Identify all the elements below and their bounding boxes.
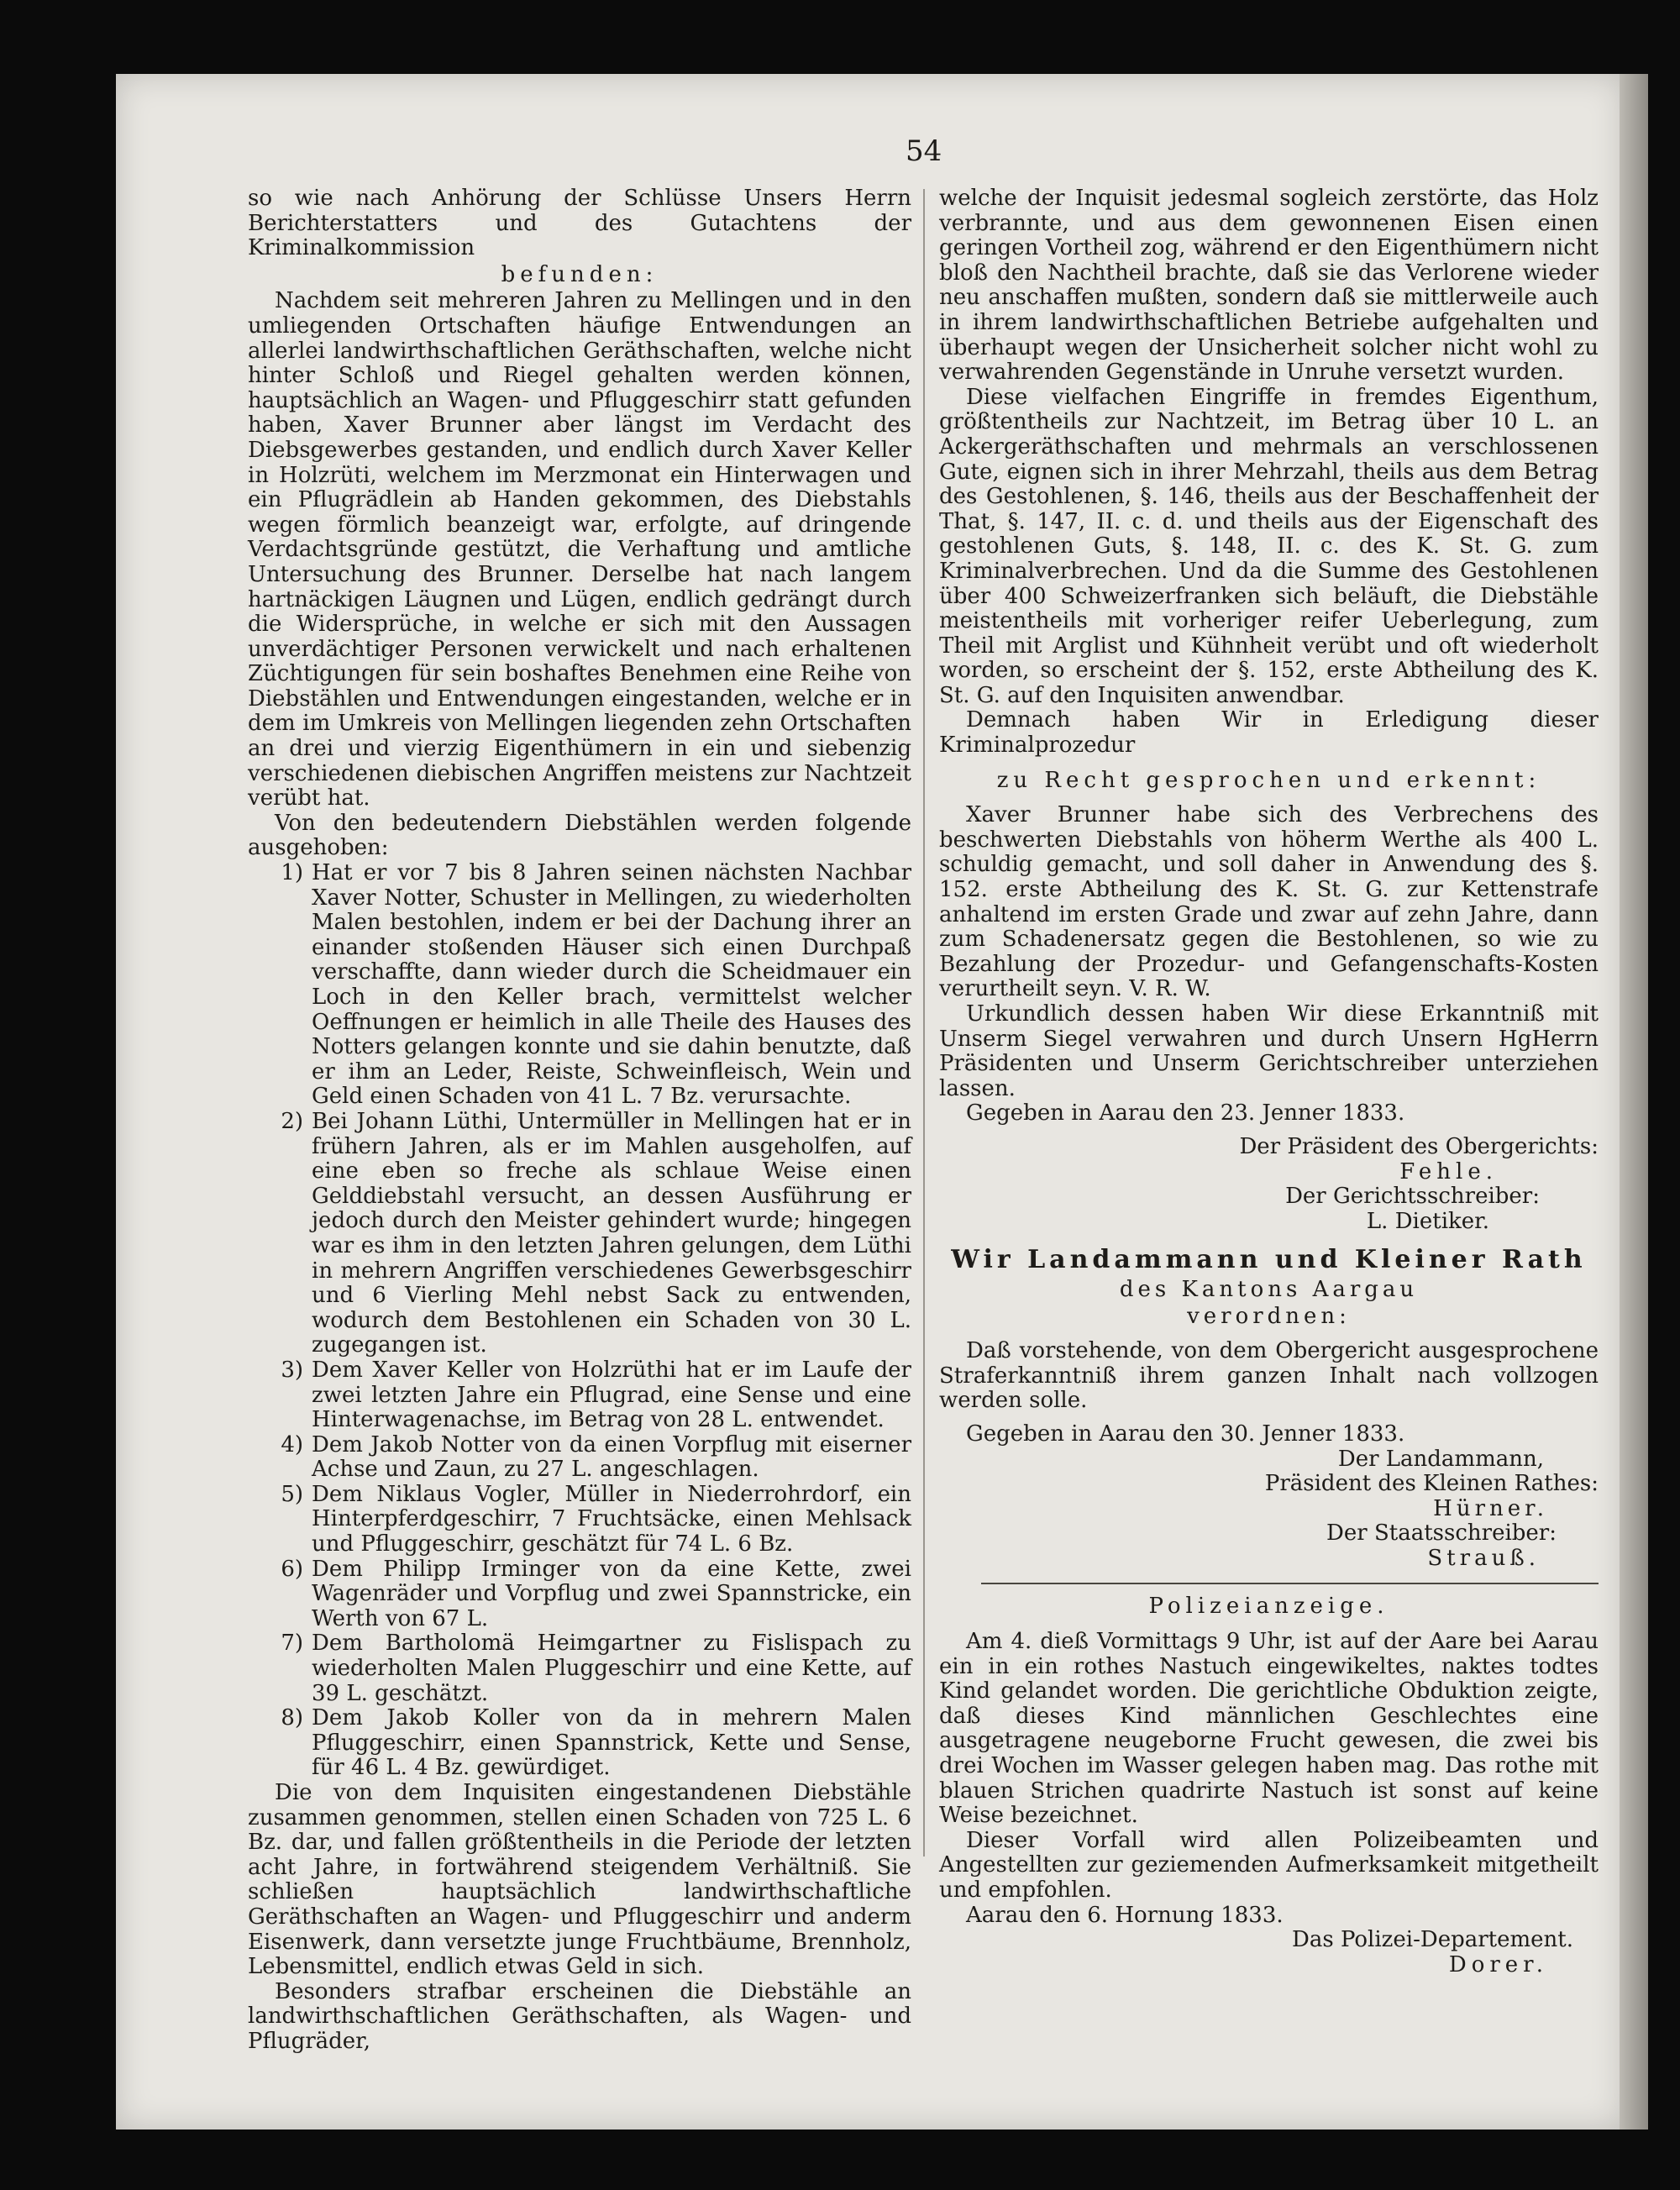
paragraph: Besonders strafbar erscheinen die Diebstähle an landwirthschaftlichen Geräthschaften, als Wagen- und Pflugräder, xyxy=(248,1978,911,2054)
paragraph: Diese vielfachen Eingriffe in fremdes Eigenthum, größtentheils zur Nachtzeit, im Betrag über 10 L. an Ackergeräthschaften und mehrmals an verschlossenen Gute, eignen sich in ihrer Mehrzahl, theils aus dem Betrag des Gestohlenen, §. 146, theils aus der Beschaffenheit der That, §. 147, II. c. d. und theils aus der Eigenschaft des gestohlenen Guts, §. 148, II. c. des K. St. G. zum Kriminalverbrechen. Und da die Summe des Gestohlenen über 400 Schweizerfranken sich beläuft, die Diebstähle meistentheils mit vorheriger reifer Ueberlegung, zum Theil mit Arglist und Kühnheit verübt und oft wiederholt worden, so erscheint der §. 152, erste Abtheilung des K. St. G. auf den Inquisiten anwendbar. xyxy=(939,384,1599,708)
list-item xyxy=(248,1433,911,1483)
item-number: 5) xyxy=(281,1481,303,1507)
paragraph: welche der Inquisit jedesmal sogleich zerstörte, das Holz verbrannte, und aus dem gewonnenen Eisen einen geringen Vortheil zog, während er den Eigenthümern nicht bloß den Nachtheil brachte, daß sie das Verlorene wieder neu anschaffen mußten, sondern daß sie mittlerweile auch in ihrem landwirthschaftlichen Betriebe aufgehalten und überhaupt wegen der Unsicherheit solcher nicht wohl zu verwahrenden Gegenstände in Unruhe versetzt wurden. xyxy=(939,186,1599,386)
item-text: Dem Jakob Koller von da in mehrern Malen Pfluggeschirr, einen Spannstrick, Kette und Sense, für 46 L. 4 Bz. gewürdiget. xyxy=(312,1705,911,1781)
signature-title: Der Staatsschreiber: xyxy=(1326,1520,1557,1547)
paragraph: Dieser Vorfall wird allen Polizeibeamten und Angestellten zur geziemenden Aufmerksamkeit mitgetheilt und empfohlen. xyxy=(939,1827,1599,1903)
list-item xyxy=(248,1110,911,1358)
signature-title: Der Landammann, xyxy=(1337,1446,1544,1472)
item-text: Dem Niklaus Vogler, Müller in Niederrohrdorf, ein Hinterpferdgeschirr, 7 Fruchtsäcke, einen Mehlsack und Pfluggeschirr, geschätzt für 74 L. 6 Bz. xyxy=(312,1481,911,1557)
paragraph: Xaver Brunner habe sich des Verbrechens des beschwerten Diebstahls von höherm Werthe als 400 L. schuldig gemacht, und soll daher in Anwendung des §. 152. erste Abtheilung des K. St. G. zur Kettenstrafe anhaltend im ersten Grade und zwar auf zehn Jahre, dann zum Schadenersatz gegen die Bestohlenen, so wie zu Bezahlung der Prozedur- und Gefangenschafts-Kosten verurtheilt seyn. V. R. W. xyxy=(939,802,1599,1002)
item-number: 2) xyxy=(281,1108,303,1134)
date-line: Gegeben in Aarau den 23. Jenner 1833. xyxy=(966,1100,1405,1127)
next-page-edge xyxy=(1620,74,1648,2130)
date-line: Aarau den 6. Hornung 1833. xyxy=(966,1902,1284,1928)
paragraph: Nachdem seit mehreren Jahren zu Mellingen und in den umliegenden Ortschaften häufige Entwendungen an allerlei landwirthschaftlichen Geräthschaften, welche nicht hinter Schloß und Riegel gehalten werden können, hauptsächlich an Wagen- und Pfluggeschirr statt gefunden haben, Xaver Brunner aber längst im Verdacht des Diebsgewerbes gestanden, und endlich durch Xaver Keller in Holzrüti, welchem im Merzmonat ein Hinterwagen und ein Pflugrädlein ab Handen gekommen, des Diebstahls wegen förmlich beanzeigt war, erfolgte, auf dringende Verdachtsgründe gestützt, die Verhaftung und amtliche Untersuchung des Brunner. Derselbe hat nach langem hartnäckigen Läugnen und Lügen, endlich gedrängt durch die Widersprüche, in welche er sich mit den Aussagen unverdächtiger Personen verwickelt und nach erhaltenen Züchtigungen für sein boshaftes Benehmen eine Reihe von Diebstählen und Entwendungen eingestanden, welche er in dem im Umkreis von Mellingen liegenden zehn Ortschaften an drei und vierzig Eigenthümern in ein und siebenzig verschiedenen diebischen Angriffen meistens zur Nachtzeit verübt hat. xyxy=(248,288,911,811)
list-item xyxy=(248,1706,911,1781)
intro-text: so wie nach Anhörung der Schlüsse Unsers Herrn Berichterstatters und des Gutachtens der Kriminalkommission xyxy=(248,186,911,261)
decree-heading: Wir Landammann und Kleiner Rath xyxy=(951,1245,1587,1275)
decree-subheading: des Kantons Aargau xyxy=(1119,1276,1419,1302)
item-number: 6) xyxy=(281,1556,303,1582)
signature-name: Dorer. xyxy=(1448,1951,1548,1977)
signature-name: Hürner. xyxy=(1433,1495,1548,1521)
list-item xyxy=(248,1557,911,1632)
signature-name: L. Dietiker. xyxy=(1366,1208,1489,1234)
item-number: 4) xyxy=(281,1431,303,1457)
section-rule xyxy=(981,1583,1599,1584)
right-column xyxy=(939,186,1599,1977)
paragraph: Daß vorstehende, von dem Obergericht ausgesprochene Straferkanntniß ihrem ganzen Inhalt nach vollzogen werden solle. xyxy=(939,1338,1599,1414)
item-number: 8) xyxy=(281,1705,303,1731)
paragraph: Die von dem Inquisiten eingestandenen Diebstähle zusammen genommen, stellen einen Schaden von 725 L. 6 Bz. dar, und fallen größtentheils in die Periode der letzten acht Jahre, in fortwährend steigendem Verhältniß. Sie schließen hauptsächlich landwirthschaftliche Geräthschaften an Wagen- und Pfluggeschirr und anderm Eisenwerk, dann versetzte junge Fruchtbäume, Brennholz, Lebensmittel, endlich etwas Geld in sich. xyxy=(248,1780,911,1980)
decree-verordnen: verordnen: xyxy=(1187,1303,1351,1329)
signature-name: Strauß. xyxy=(1427,1545,1540,1571)
item-text: Hat er vor 7 bis 8 Jahren seinen nächsten Nachbar Xaver Notter, Schuster in Mellingen, zu wiederholten Malen bestohlen, indem er bei der Dachung ihrer an einander stoßenden Häuser sich einen Durchpaß verschaffte, dann wieder durch die Scheidmauer ein Loch in den Keller brach, vermittelst welcher Oeffnungen er heimlich in alle Theile des Hauses des Notters gelangen konnte und sie dahin benutzte, daß er ihm an Leder, Reiste, Schweinfleisch, Wein und Geld einen Schaden von 41 L. 7 Bz. verursachte. xyxy=(312,860,911,1110)
date-line: Gegeben in Aarau den 30. Jenner 1833. xyxy=(966,1421,1405,1447)
list-item xyxy=(248,861,911,1110)
befunden-heading: befunden: xyxy=(501,261,659,287)
item-number: 1) xyxy=(281,860,303,886)
column-divider xyxy=(923,189,925,1857)
paragraph: Von den bedeutendern Diebstählen werden folgende ausgehoben: xyxy=(248,810,911,861)
item-text: Dem Jakob Notter von da einen Vorpflug mit eiserner Achse und Zaun, zu 27 L. angeschlagen. xyxy=(312,1431,911,1483)
item-text: Dem Bartholomä Heimgartner zu Fislispach zu wiederholten Malen Pluggeschirr und eine Kette, auf 39 L. geschätzt. xyxy=(312,1631,911,1706)
verdict-heading: zu Recht gesprochen und erkennt: xyxy=(996,767,1541,793)
police-heading: Polizeianzeige. xyxy=(1148,1594,1389,1620)
list-item xyxy=(248,1483,911,1557)
item-text: Bei Johann Lüthi, Untermüller in Mellingen hat er in frühern Jahren, als er im Mahlen ausgeholfen, auf eine eben so freche als schlaue Weise einen Gelddiebstahl versucht, an dessen Ausführung er jedoch durch den Meister gehindert wurde; hingegen war es ihm in den letzten Jahren gelungen, dem Lüthi in mehrern Angriffen verschiedenes Gewerbsgeschirr und 6 Vierling Mehl nebst Sack zu entwenden, wodurch dem Bestohlenen ein Schaden von 30 L. zugegangen ist. xyxy=(312,1108,911,1358)
left-column xyxy=(248,186,911,2055)
paragraph: Am 4. dieß Vormittags 9 Uhr, ist auf der Aare bei Aarau ein in ein rothes Nastuch eingewikeltes, naktes todtes Kind gelandet worden. Die gerichtliche Obduktion zeigte, daß dieses Kind männlichen Geschlechtes eine ausgetragene neugeborne Frucht gewesen, die zwei bis drei Wochen im Wasser gelegen haben mag. Das rothe mit blauen Strichen quadrirte Nastuch ist sonst auf keine Weise bezeichnet. xyxy=(939,1629,1599,1829)
item-number: 3) xyxy=(281,1357,303,1383)
item-text: Dem Philipp Irminger von da eine Kette, zwei Wagenräder und Vorpflug und zwei Spannstricke, ein Werth von 67 L. xyxy=(312,1556,911,1631)
signature-name: Fehle. xyxy=(1399,1158,1498,1184)
theft-list xyxy=(248,861,911,1781)
item-text: Dem Xaver Keller von Holzrüthi hat er im Laufe der zwei letzten Jahre ein Pflugrad, eine Sense und eine Hinterwagenachse, im Betrag von 28 L. entwendet. xyxy=(312,1357,911,1433)
paragraph: Demnach haben Wir in Erledigung dieser Kriminalprozedur xyxy=(939,707,1599,759)
signature-title: Der Gerichtsschreiber: xyxy=(1285,1184,1540,1210)
signature-title: Präsident des Kleinen Rathes: xyxy=(1264,1471,1599,1497)
item-number: 7) xyxy=(281,1631,303,1657)
signature-title: Das Polizei-Departement. xyxy=(1291,1927,1573,1953)
page-number: 54 xyxy=(906,134,942,168)
signature-title: Der Präsident des Obergerichts: xyxy=(1239,1133,1599,1159)
list-item xyxy=(248,1631,911,1706)
list-item xyxy=(248,1358,911,1433)
paragraph: Urkundlich dessen haben Wir diese Erkanntniß mit Unserm Siegel verwahren und durch Unsern HgHerrn Präsidenten und Unserm Gerichtschreiber unterziehen lassen. xyxy=(939,1001,1599,1101)
